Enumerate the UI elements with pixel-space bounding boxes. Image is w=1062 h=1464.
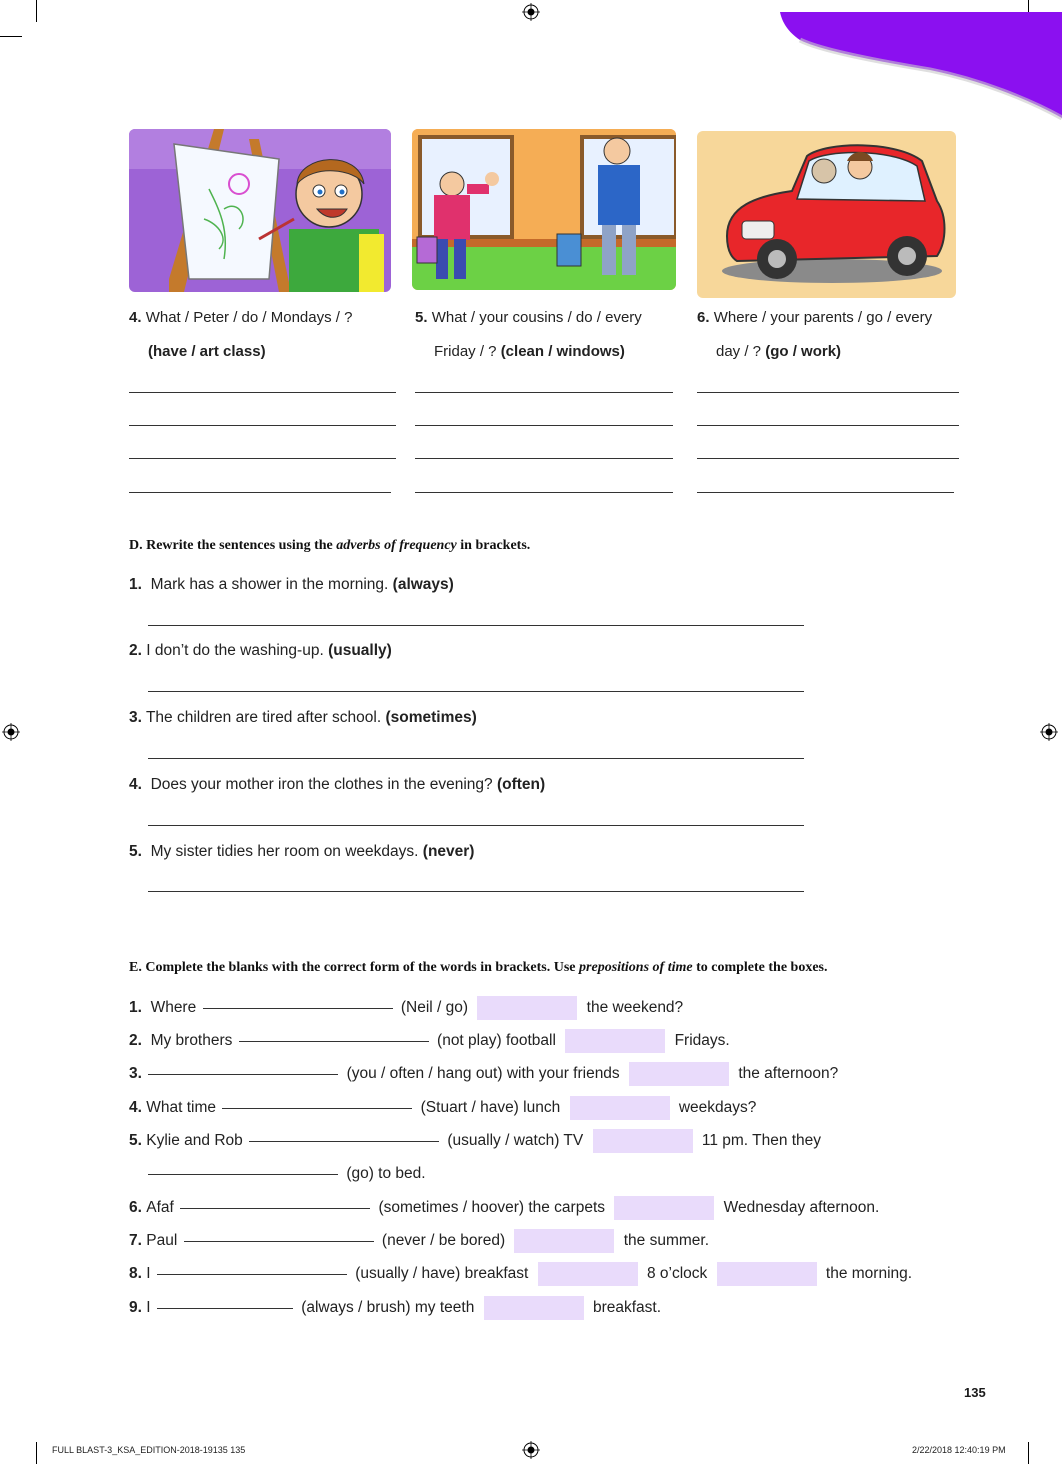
item-text: the summer. xyxy=(623,1232,710,1249)
answer-line[interactable] xyxy=(415,492,673,493)
item-hint: (usually / have) breakfast xyxy=(355,1265,529,1282)
answer-blank[interactable] xyxy=(157,1308,293,1309)
corner-decoration xyxy=(780,0,1062,120)
item-number: 4. xyxy=(129,776,142,793)
answer-blank[interactable] xyxy=(249,1141,439,1142)
item-text: Mark has a shower in the morning. xyxy=(150,576,393,593)
answer-line[interactable] xyxy=(148,625,804,626)
item-text: The children are tired after school. xyxy=(145,709,386,726)
item-hint: (usually / watch) TV xyxy=(447,1132,584,1149)
answer-line[interactable] xyxy=(148,825,804,826)
title-text: D. Rewrite the sentences using the xyxy=(129,538,337,553)
d-item-5 xyxy=(129,842,474,862)
answer-line[interactable] xyxy=(697,458,959,459)
item-text: 11 pm. Then they xyxy=(701,1132,822,1149)
title-italic: adverbs of frequency xyxy=(336,538,457,553)
question-number: 6. xyxy=(697,309,710,326)
question-4 xyxy=(129,308,399,362)
registration-mark-icon xyxy=(522,3,540,21)
preposition-box[interactable] xyxy=(514,1229,614,1253)
question-hint: (clean / windows) xyxy=(500,343,625,360)
answer-line[interactable] xyxy=(415,458,673,459)
preposition-box[interactable] xyxy=(477,996,577,1020)
item-text: Where xyxy=(150,999,197,1016)
e-item-2 xyxy=(129,1029,730,1053)
question-hint: (go / work) xyxy=(765,343,842,360)
item-text: the weekend? xyxy=(586,999,684,1016)
e-item-6 xyxy=(129,1196,879,1220)
answer-line[interactable] xyxy=(148,891,804,892)
item-text: I don’t do the washing-up. xyxy=(146,642,329,659)
preposition-box[interactable] xyxy=(717,1262,817,1286)
footer-timestamp: 2/22/2018 12:40:19 PM xyxy=(912,1445,1006,1455)
answer-line[interactable] xyxy=(415,425,673,426)
preposition-box[interactable] xyxy=(565,1029,665,1053)
item-hint: (not play) football xyxy=(437,1032,556,1049)
item-text: I xyxy=(146,1299,151,1316)
illustration-boy-painting xyxy=(129,129,391,292)
e-item-4 xyxy=(129,1096,756,1120)
answer-blank[interactable] xyxy=(203,1008,393,1009)
answer-blank[interactable] xyxy=(148,1074,338,1075)
item-hint: (sometimes / hoover) the carpets xyxy=(378,1199,606,1216)
question-5 xyxy=(415,308,685,362)
answer-line[interactable] xyxy=(697,492,954,493)
answer-line[interactable] xyxy=(148,758,804,759)
item-hint: (go) to bed. xyxy=(346,1165,426,1182)
item-text: weekdays? xyxy=(678,1099,757,1116)
answer-line[interactable] xyxy=(129,492,391,493)
title-text: in brackets. xyxy=(456,538,531,553)
item-text: Does your mother iron the clothes in the evening? xyxy=(150,776,497,793)
preposition-box[interactable] xyxy=(484,1296,584,1320)
item-hint: (never / be bored) xyxy=(381,1232,506,1249)
answer-blank[interactable] xyxy=(157,1274,347,1275)
item-text: Fridays. xyxy=(674,1032,730,1049)
title-text: to complete the boxes. xyxy=(692,960,828,975)
footer-file-info: FULL BLAST-3_KSA_EDITION-2018-19135 135 xyxy=(52,1445,246,1455)
d-item-3 xyxy=(129,708,477,728)
crop-mark xyxy=(1028,1442,1029,1464)
answer-line[interactable] xyxy=(697,392,959,393)
item-hint: (usually) xyxy=(328,642,392,659)
answer-line[interactable] xyxy=(129,425,396,426)
preposition-box[interactable] xyxy=(593,1129,693,1153)
question-number: 4. xyxy=(129,309,142,326)
e-item-5 xyxy=(129,1129,821,1153)
answer-blank[interactable] xyxy=(180,1208,370,1209)
exercise-d-title xyxy=(129,538,530,554)
item-number: 2. xyxy=(129,642,142,659)
item-hint: (always) xyxy=(392,576,454,593)
crop-mark xyxy=(0,36,22,37)
e-item-5-continued xyxy=(148,1162,426,1186)
illustration-cleaning-windows xyxy=(412,129,676,290)
item-number: 6. xyxy=(129,1199,142,1216)
item-hint: (always / brush) my teeth xyxy=(301,1299,475,1316)
item-number: 5. xyxy=(129,1132,142,1149)
answer-line[interactable] xyxy=(148,691,804,692)
page-number: 135 xyxy=(964,1385,986,1400)
item-number: 7. xyxy=(129,1232,142,1249)
e-item-9 xyxy=(129,1296,661,1320)
answer-line[interactable] xyxy=(415,392,673,393)
question-text: What / your cousins / do / every xyxy=(431,309,642,326)
e-item-7 xyxy=(129,1229,709,1253)
item-text: What time xyxy=(146,1099,217,1116)
e-item-3 xyxy=(129,1062,838,1086)
e-item-1 xyxy=(129,996,683,1020)
answer-blank[interactable] xyxy=(222,1108,412,1109)
registration-mark-icon xyxy=(1040,723,1058,741)
question-text: Where / your parents / go / every xyxy=(713,309,933,326)
item-number: 3. xyxy=(129,1065,142,1082)
registration-mark-icon xyxy=(522,1441,540,1459)
item-hint: (Stuart / have) lunch xyxy=(420,1099,561,1116)
d-item-4 xyxy=(129,775,545,795)
item-hint: (often) xyxy=(496,776,546,793)
answer-blank[interactable] xyxy=(239,1041,429,1042)
question-text: Friday / ? xyxy=(434,343,501,360)
title-italic: prepositions of time xyxy=(579,960,693,975)
item-number: 2. xyxy=(129,1032,142,1049)
item-text: the morning. xyxy=(825,1265,913,1282)
preposition-box[interactable] xyxy=(538,1262,638,1286)
preposition-box[interactable] xyxy=(614,1196,714,1220)
item-text: Paul xyxy=(146,1232,178,1249)
answer-line[interactable] xyxy=(697,425,959,426)
item-hint: (you / often / hang out) with your friends xyxy=(346,1065,620,1082)
title-text: E. Complete the blanks with the correct form of the words in brackets. Use xyxy=(129,960,580,975)
item-number: 3. xyxy=(129,709,142,726)
item-text: I xyxy=(146,1265,151,1282)
answer-blank[interactable] xyxy=(148,1174,338,1175)
item-text: My brothers xyxy=(150,1032,233,1049)
question-6 xyxy=(697,308,967,362)
item-hint: (Neil / go) xyxy=(400,999,469,1016)
preposition-box[interactable] xyxy=(629,1062,729,1086)
question-text: What / Peter / do / Mondays / ? xyxy=(145,309,353,326)
illustration-parents-car xyxy=(697,131,956,298)
item-text: the afternoon? xyxy=(738,1065,839,1082)
crop-mark xyxy=(36,0,37,22)
answer-line[interactable] xyxy=(129,392,396,393)
crop-mark xyxy=(36,1442,37,1464)
question-hint: (have / art class) xyxy=(148,343,266,360)
item-number: 9. xyxy=(129,1299,142,1316)
item-number: 8. xyxy=(129,1265,142,1282)
answer-line[interactable] xyxy=(129,458,396,459)
answer-blank[interactable] xyxy=(184,1241,374,1242)
e-item-8 xyxy=(129,1262,912,1286)
item-text: Wednesday afternoon. xyxy=(723,1199,880,1216)
item-number: 4. xyxy=(129,1099,142,1116)
registration-mark-icon xyxy=(2,723,20,741)
d-item-2 xyxy=(129,641,392,661)
item-number: 5. xyxy=(129,843,142,860)
item-number: 1. xyxy=(129,576,142,593)
item-text: 8 o’clock xyxy=(646,1265,708,1282)
item-hint: (sometimes) xyxy=(385,709,477,726)
item-text: Afaf xyxy=(146,1199,174,1216)
item-text: Kylie and Rob xyxy=(146,1132,243,1149)
item-number: 1. xyxy=(129,999,142,1016)
preposition-box[interactable] xyxy=(570,1096,670,1120)
d-item-1 xyxy=(129,575,454,595)
question-text: day / ? xyxy=(716,343,766,360)
item-text: breakfast. xyxy=(592,1299,662,1316)
item-hint: (never) xyxy=(422,843,475,860)
exercise-e-title xyxy=(129,960,828,976)
item-text: My sister tidies her room on weekdays. xyxy=(150,843,423,860)
question-number: 5. xyxy=(415,309,428,326)
